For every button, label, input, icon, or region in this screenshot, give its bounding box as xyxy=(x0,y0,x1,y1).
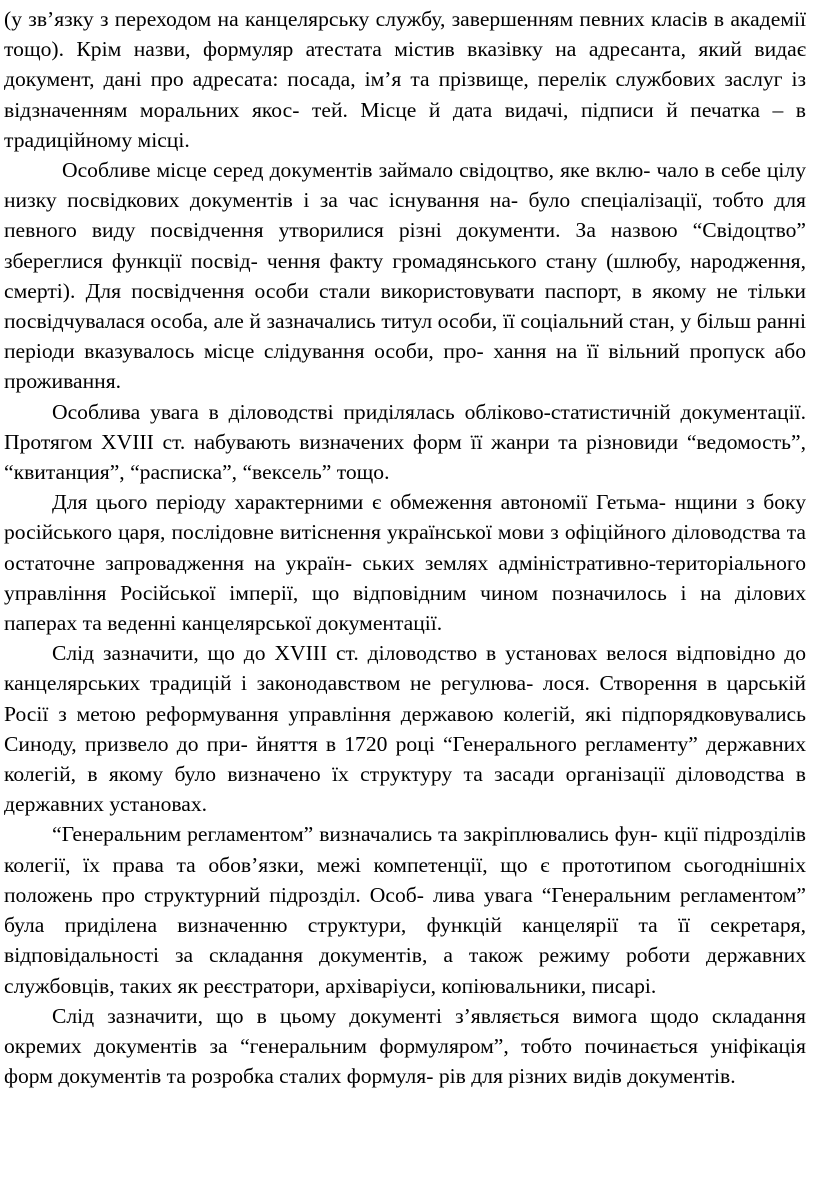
paragraph-general-regulation: “Генеральним регламентом” визначались та закріплювались фун- кції підрозділів колегії, їх права та обов’язки, межі компетенції, що є прототипом сьогоднішніх положень про структурний підрозділ. Особ- лива увага “Генеральним регламентом” була приділена визначенню структури, функцій канцелярії та її секретаря, відповідальності за складання документів, а також режиму роботи державних службовців, таких як реєстратори, архіваріуси, копіювальники, писарі. xyxy=(4,822,806,998)
paragraph-eighteenth-century: Слід зазначити, що до XVIII ст. діловодство в установах велося відповідно до канцелярських традицій і законодавством не регулюва- лося. Створення в царській Росії з метою реформування управління державою колегій, які підпорядковувались Синоду, призвело до при- йняття в 1720 році “Генерального регламенту” державних колегій, в якому було визначено їх структуру та засади організації діловодства в державних установах. xyxy=(4,641,806,817)
paragraph-attestat-continuation: (у зв’язку з переходом на канцелярську службу, завершенням певних класів в академії тощо). Крім назви, формуляр атестата містив вказівку на адресанта, який видає документ, дані про адресата: посада, ім’я та прізвище, перелік службових заслуг із відзначенням моральних якос- тей. Місце й дата видачі, підписи й печатка – в традиційному місці. xyxy=(4,7,806,152)
paragraph-general-formulary: Слід зазначити, що в цьому документі з’являється вимога щодо складання окремих документів за “генеральним формуляром”, тобто починається уніфікація форм документів та розробка сталих формуля- рів для різних видів документів. xyxy=(4,1003,806,1089)
paragraph-certificate: Особливе місце серед документів займало свідоцтво, яке вклю- чало в себе цілу низку посвідкових документів і за час існування на- було спеціалізації, тобто для певного виду посвідчення утворилися різні документи. За назвою “Свідоцтво” збереглися функції посвід- чення факту громадянського стану (шлюбу, народження, смерті). Для посвідчення особи стали використовувати паспорт, в якому не тільки посвідчувалася особа, але й зазначались титул особи, її соціальний стан, у більш ранні періоди вказувалось місце слідування особи, про- хання на її вільний пропуск або проживання. xyxy=(4,158,806,394)
paragraph-hetmanate-autonomy: Для цього періоду характерними є обмеження автономії Гетьма- нщини з боку російського царя, послідовне витіснення української мови з офіційного діловодства та остаточне запровадження на україн- ських землях адміністративно-територіального управління Російської імперії, що відповідним чином позначилось і на ділових паперах та веденні канцелярської документації. xyxy=(4,490,806,636)
paragraph-accounting-documentation: Особлива увага в діловодстві приділялась обліково-статистичній документації. Протягом XVIII ст. набувають визначених форм її жанри та різновиди “ведомость”, “квитанция”, “расписка”, “вексель” тощо. xyxy=(4,399,806,485)
